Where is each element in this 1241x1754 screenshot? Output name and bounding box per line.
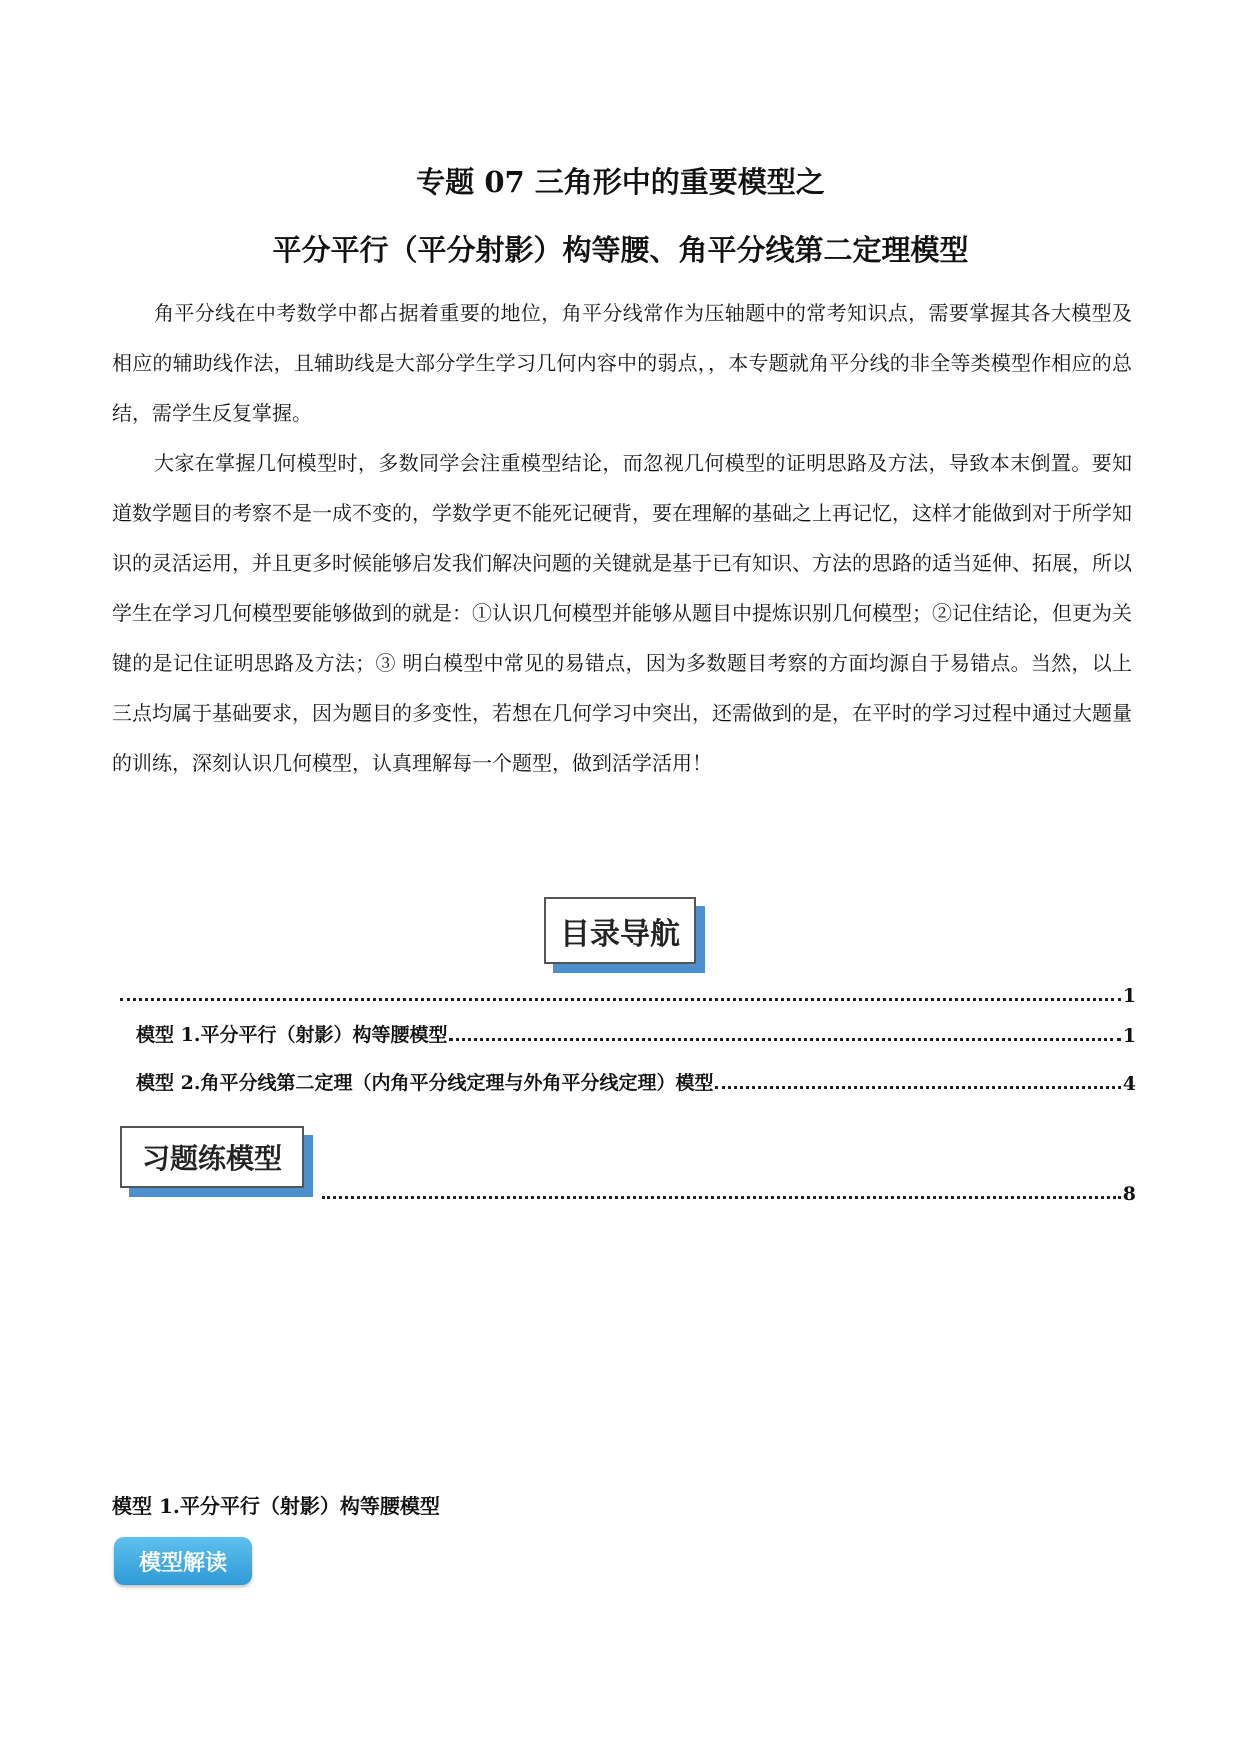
section-heading: 模型 1.平分平行（射影）构等腰模型 xyxy=(112,1494,440,1518)
toc-leader-dots xyxy=(120,998,1121,1001)
toc-row-label: 模型 1.平分平行（射影）构等腰模型 xyxy=(136,1024,448,1046)
toc-leader-dots xyxy=(449,1038,1120,1041)
intro-paragraph-1: 角平分线在中考数学中都占据着重要的地位，角平分线常作为压轴题中的常考知识点，需要掌握其各大模型及相应的辅助线作法，且辅助线是大部分学生学习几何内容中的弱点，，本专题就角平分线的非全等类模型作相应的总结，需学生反复掌握。 xyxy=(112,301,1132,425)
toc-page-number: 4 xyxy=(1122,1073,1136,1095)
intro-text xyxy=(112,288,1132,788)
toc-leader-dots xyxy=(322,1196,1121,1199)
toc-page-number: 1 xyxy=(1122,1025,1136,1047)
toc-row-label: 模型 2.角平分线第二定理（内角平分线定理与外角平分线定理）模型 xyxy=(136,1072,714,1094)
model-interpretation-tag: 模型解读 xyxy=(114,1537,252,1585)
toc-row-model-2[interactable] xyxy=(136,1068,1136,1095)
toc-banner: 目录导航 xyxy=(544,897,696,964)
toc-row-exercises[interactable] xyxy=(320,1183,1136,1205)
toc-page-number: 1 xyxy=(1122,985,1136,1007)
toc-page-number: 8 xyxy=(1122,1183,1136,1205)
doc-title-line2: 平分平行（平分射影）构等腰、角平分线第二定理模型 xyxy=(272,233,969,267)
exercise-banner: 习题练模型 xyxy=(120,1126,304,1188)
toc-row-model-1[interactable] xyxy=(136,1020,1136,1047)
toc-leader-dots xyxy=(715,1086,1120,1089)
doc-title-line1: 专题 07 三角形中的重要模型之 xyxy=(416,165,825,199)
toc-row[interactable] xyxy=(118,985,1136,1007)
intro-paragraph-2: 大家在掌握几何模型时，多数同学会注重模型结论，而忽视几何模型的证明思路及方法，导致本末倒置。要知道数学题目的考察不是一成不变的，学数学更不能死记硬背，要在理解的基础之上再记忆，这样才能做到对于所学知识的灵活运用，并且更多时候能够启发我们解决问题的关键就是基于已有知识、方法的思路的适当延伸、拓展，所以学生在学习几何模型要能够做到的就是：①认识几何模型并能够从题目中提炼识别几何模型；②记住结论，但更为关键的是记住证明思路及方法；③ 明白模型中常见的易错点，因为多数题目考察的方面均源自于易错点。当然，以上三点均属于基础要求，因为题目的多变性，若想在几何学习中突出，还需做到的是，在平时的学习过程中通过大题量的训练，深刻认识几何模型，认真理解每一个题型，做到活学活用！ xyxy=(112,451,1132,775)
